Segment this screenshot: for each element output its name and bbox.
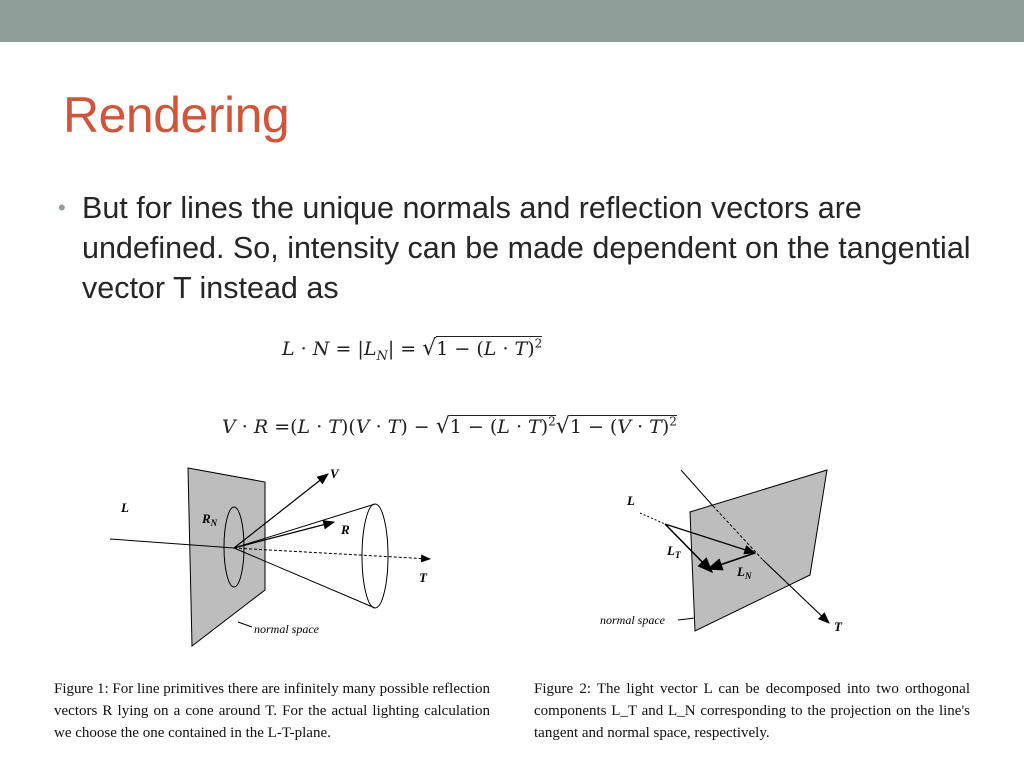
figure-1-caption: Figure 1: For line primitives there are infinitely many possible reflection vectors R lying on a cone around T. For the actual lighting calculation we choose the one contained in the L-T-plane. [54,681,490,741]
fig1-label-RN: $R_N$ [202,511,218,528]
figure-2-caption: Figure 2: The light vector L can be decomposed into two orthogonal components L_T and L_N corresponding to the projection on the line's tangent and normal space, respectively. [534,681,970,741]
figure-2-diagram [595,465,855,640]
top-banner [0,0,1024,42]
normal-space-plane [188,468,265,646]
fig1-label-L: L [121,500,129,515]
figure-1-diagram [100,460,460,650]
fig1-label-V: V [330,466,339,481]
fig2-label-LN: $L_N$ [737,564,752,581]
bullet-item [58,188,978,308]
normal-space-plane [690,470,827,631]
slide-title: Rendering [63,87,290,143]
fig1-label-R: R [341,522,350,537]
fig2-label-normal-space: normal space [600,613,665,627]
fig2-label-LT: $L_T$ [667,543,681,560]
equation-1: $L \cdot N = |L_N| = √1 - (L \cdot T)^2$ [282,336,543,364]
fig2-label-L: L [627,493,635,508]
fig1-label-normal-space: normal space [254,622,319,636]
equation-2: $V \cdot R =(L \cdot T)(V \cdot T) - √1 - (L \cdot T)^2√1 - (V \cdot T)^2$ [222,414,677,439]
bullet-text: But for lines the unique normals and reflection vectors are undefined. So, intensity can be made dependent on the tangential vector T instead as [82,191,971,305]
fig1-label-T: T [419,570,427,585]
bullet-dot-icon: • [58,195,66,220]
fig2-label-T: T [834,619,842,634]
